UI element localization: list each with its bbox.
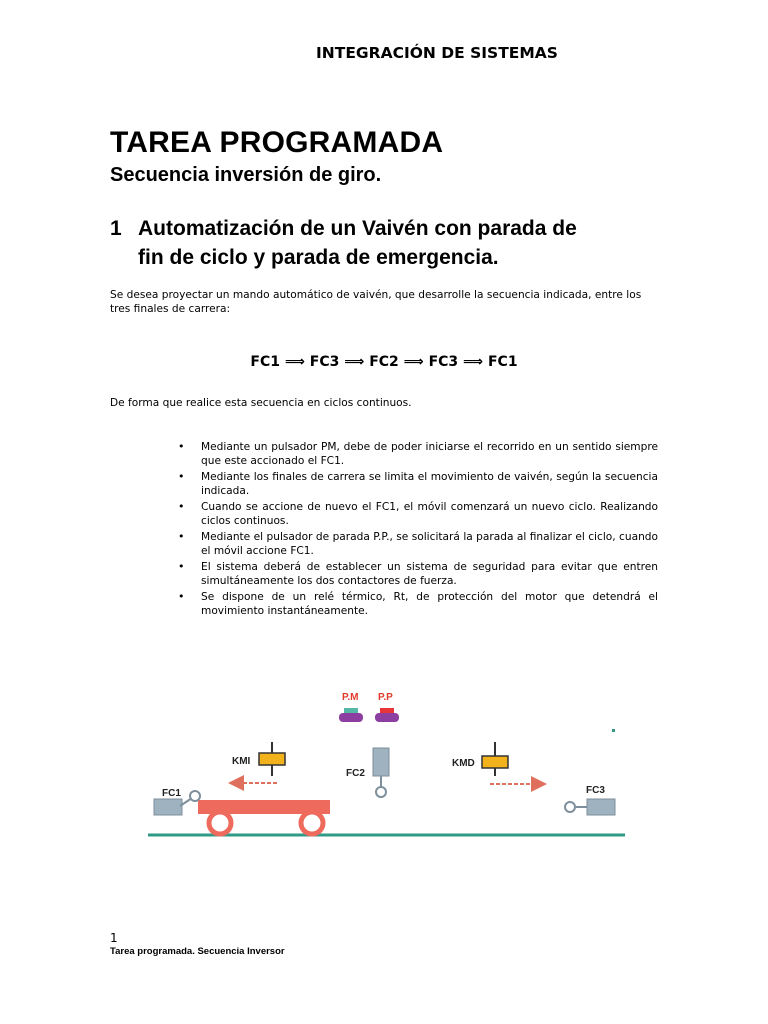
cycle-paragraph: De forma que realice esta secuencia en ciclos continuos. [110,397,412,409]
fc2-label: FC2 [346,768,365,779]
section-number: 1 [110,217,122,240]
list-item [175,590,658,618]
kmi-label: KMI [232,756,251,767]
pp-base-icon [375,713,399,722]
section-heading-line-2: fin de ciclo y parada de emergencia. [138,246,499,269]
bullet-icon: • [178,530,185,543]
fc2-body [373,748,389,776]
kmd-coil-icon [482,756,508,768]
push-button-pp [375,692,399,722]
list-item-text: Mediante los finales de carrera se limita el movimiento de vaivén, según la secuencia indicada. [201,471,658,497]
kmd-label: KMD [452,758,475,769]
cart [198,800,330,834]
section-heading-line-1: Automatización de un Vaivén con parada de [138,217,577,240]
fc1-body [154,799,182,815]
section-heading [110,214,670,272]
marker-dot [612,729,615,732]
list-item [175,500,658,528]
bullet-icon: • [178,590,185,603]
list-item [175,470,658,498]
pp-label: P.P [378,692,393,703]
shuttle-diagram [140,680,640,845]
list-item [175,530,658,558]
list-item [175,440,658,468]
limit-switch-fc1 [154,788,200,815]
list-item-text: El sistema deberá de establecer un sistema de seguridad para evitar que entren simultáneamente los dos contactores de fuerza. [201,561,658,587]
bullet-icon: • [178,560,185,573]
list-item-text: Se dispone de un relé térmico, Rt, de protección del motor que detendrá el movimiento instantáneamente. [201,591,658,617]
requirements-list [175,440,658,620]
cart-wheel-left [209,812,231,834]
list-item-text: Mediante un pulsador PM, debe de poder iniciarse el recorrido en un sentido siempre que este accionado el FC1. [201,441,658,467]
list-item-text: Mediante el pulsador de parada P.P., se solicitará la parada al finalizar el ciclo, cuando el móvil accione FC1. [201,531,658,557]
fc2-roller [376,787,386,797]
limit-switch-fc2 [346,748,389,797]
list-item-text: Cuando se accione de nuevo el FC1, el móvil comenzará un nuevo ciclo. Realizando ciclos continuos. [201,501,658,527]
document-subtitle: Secuencia inversión de giro. [110,164,382,186]
bullet-icon: • [178,440,185,453]
cart-wheel-right [301,812,323,834]
pm-label: P.M [342,692,359,703]
document-title: TAREA PROGRAMADA [110,126,444,159]
footer-text: Tarea programada. Secuencia Inversor [110,946,285,957]
bullet-icon: • [178,500,185,513]
fc3-roller [565,802,575,812]
push-button-pm [339,692,363,722]
intro-paragraph: Se desea proyectar un mando automático de vaivén, que desarrolle la secuencia indicada, entre los tres finales de carrera: [110,289,642,315]
header-title: INTEGRACIÓN DE SISTEMAS [316,44,558,62]
sequence-formula: FC1 ⟹ FC3 ⟹ FC2 ⟹ FC3 ⟹ FC1 [250,354,518,370]
fc1-roller [190,791,200,801]
contactor-kmd [452,742,543,784]
page-number: 1 [110,931,118,945]
contactor-kmi [232,742,285,783]
fc3-body [587,799,615,815]
pm-base-icon [339,713,363,722]
kmi-coil-icon [259,753,285,765]
bullet-icon: • [178,470,185,483]
fc3-label: FC3 [586,785,605,796]
limit-switch-fc3 [565,785,615,815]
list-item [175,560,658,588]
fc1-label: FC1 [162,788,181,799]
